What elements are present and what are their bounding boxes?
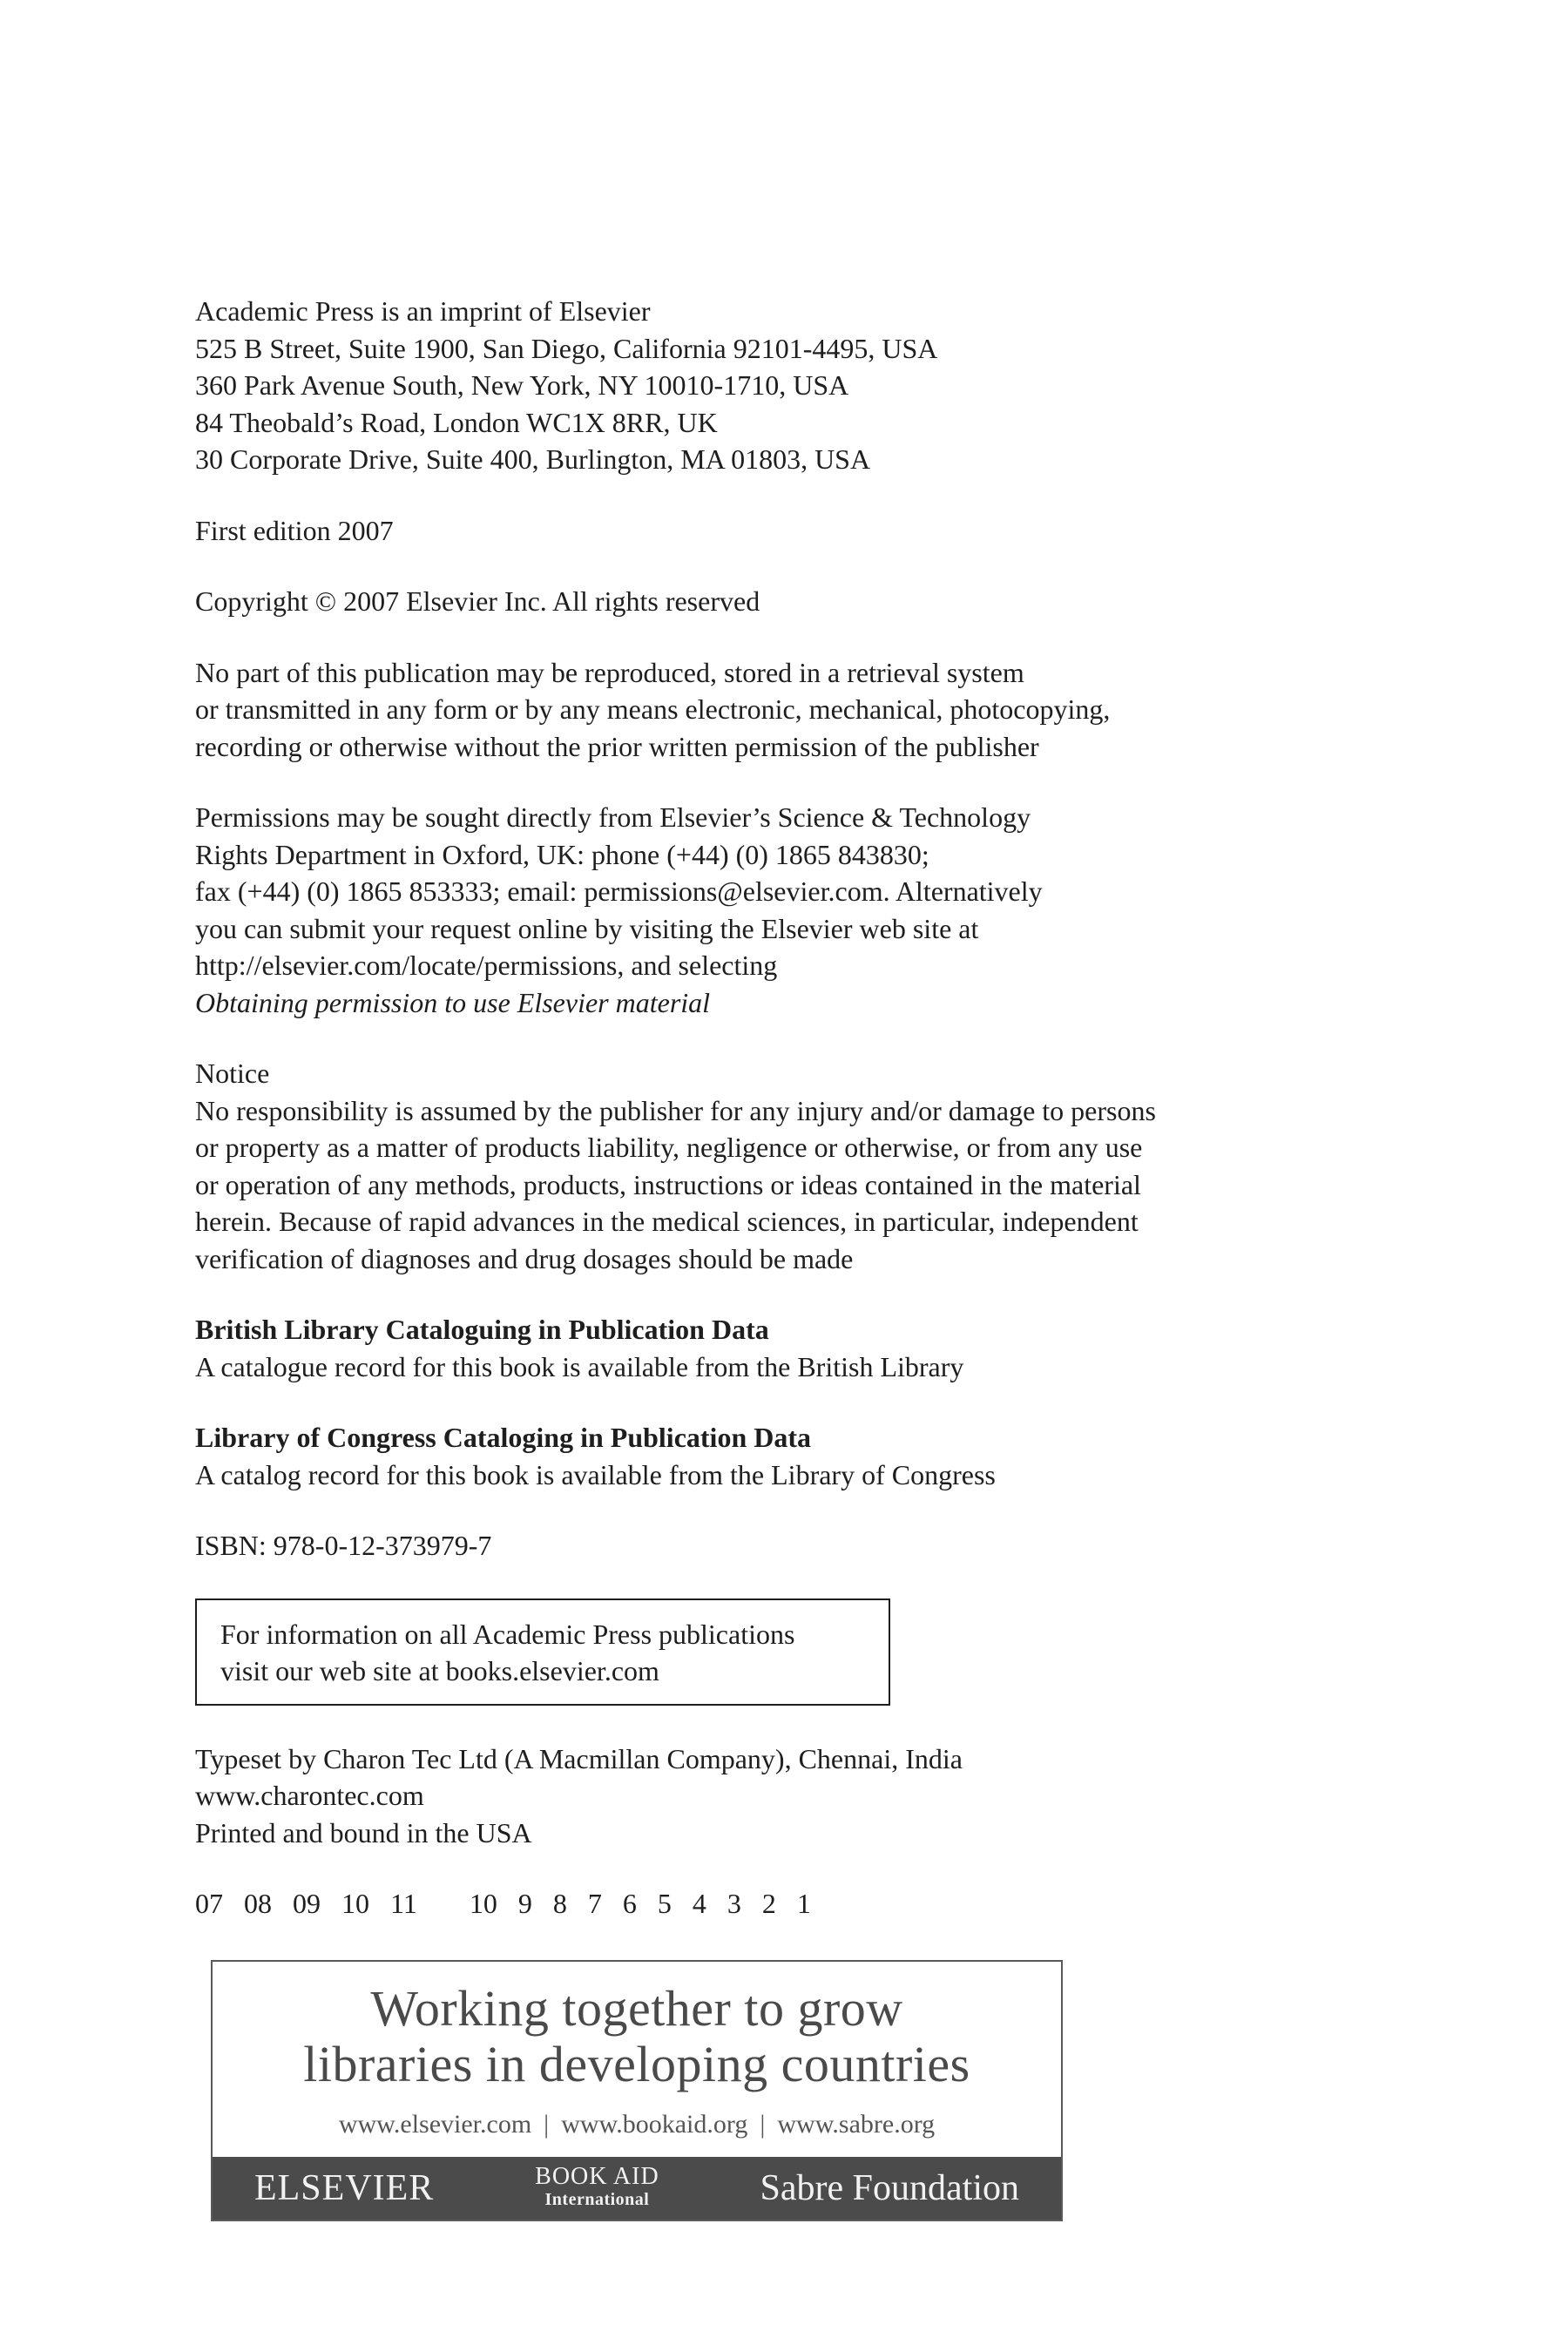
reproduction-line: No part of this publication may be reproduced, stored in a retrieval system <box>195 656 1024 688</box>
info-box-line: For information on all Academic Press publications <box>220 1618 795 1650</box>
elsevier-logo: ELSEVIER <box>254 2168 435 2208</box>
library-of-congress-heading: Library of Congress Cataloging in Publication Data <box>195 1422 811 1453</box>
banner-title <box>213 1981 1061 2092</box>
reproduction-line: recording or otherwise without the prior written permission of the publisher <box>195 730 1039 762</box>
link-separator: | <box>760 2110 766 2139</box>
copyright-text: Copyright © 2007 Elsevier Inc. All rights reserved <box>195 585 760 617</box>
permissions-line: fax (+44) (0) 1865 853333; email: permissions@elsevier.com. Alternatively <box>195 875 1043 907</box>
notice-line: or operation of any methods, products, instructions or ideas contained in the material <box>195 1168 1141 1200</box>
permissions-italic-line: Obtaining permission to use Elsevier material <box>195 986 711 1018</box>
isbn-text: ISBN: 978-0-12-373979-7 <box>195 1530 492 1561</box>
info-box-line: visit our web site at books.elsevier.com <box>220 1655 659 1686</box>
bookaid-link[interactable]: www.bookaid.org <box>561 2110 748 2139</box>
page-content <box>195 293 1362 1957</box>
typeset-line: Typeset by Charon Tec Ltd (A Macmillan Company), Chennai, India <box>195 1742 963 1774</box>
bookaid-logo-line2: International <box>544 2190 650 2209</box>
address-line: 30 Corporate Drive, Suite 400, Burlington, MA 01803, USA <box>195 443 871 475</box>
book-aid-banner <box>211 1960 1063 2221</box>
info-box <box>195 1598 890 1706</box>
reproduction-block <box>195 654 1362 766</box>
permissions-block <box>195 799 1362 1021</box>
reproduction-line: or transmitted in any form or by any means electronic, mechanical, photocopying, <box>195 693 1111 725</box>
notice-heading: Notice <box>195 1058 270 1089</box>
permissions-line: Permissions may be sought directly from Elsevier’s Science & Technology <box>195 801 1031 833</box>
print-numbers-block <box>195 1885 1362 1923</box>
library-of-congress-text: A catalog record for this book is available from the Library of Congress <box>195 1458 996 1490</box>
typeset-url-line: www.charontec.com <box>195 1780 424 1811</box>
library-of-congress-block <box>195 1419 1362 1493</box>
sabre-foundation-logo: Sabre Foundation <box>760 2168 1019 2208</box>
bookaid-logo-line1: BOOK AID <box>535 2163 659 2190</box>
printed-line: Printed and bound in the USA <box>195 1816 532 1848</box>
bookaid-logo <box>535 2163 659 2211</box>
address-line: 360 Park Avenue South, New York, NY 10010-1710, USA <box>195 369 849 401</box>
banner-title-line: Working together to grow <box>370 1980 903 2037</box>
sabre-link[interactable]: www.sabre.org <box>777 2110 936 2139</box>
british-library-block <box>195 1311 1362 1385</box>
notice-line: No responsibility is assumed by the publisher for any injury and/or damage to persons <box>195 1094 1156 1126</box>
address-line: 84 Theobald’s Road, London WC1X 8RR, UK <box>195 406 718 438</box>
typeset-block <box>195 1740 1362 1852</box>
address-line: 525 B Street, Suite 1900, San Diego, California 92101-4495, USA <box>195 332 938 364</box>
print-number-line: 07 08 09 10 11 10 9 8 7 6 5 4 3 2 1 <box>195 1888 811 1919</box>
isbn-block <box>195 1527 1362 1565</box>
permissions-line: you can submit your request online by visiting the Elsevier web site at <box>195 912 979 944</box>
notice-line: or property as a matter of products liability, negligence or otherwise, or from any use <box>195 1132 1143 1163</box>
banner-title-line: libraries in developing countries <box>303 2036 970 2092</box>
publisher-line: Academic Press is an imprint of Elsevier <box>195 295 651 327</box>
permissions-line: Rights Department in Oxford, UK: phone (+44) (0) 1865 843830; <box>195 838 929 870</box>
notice-line: verification of diagnoses and drug dosages should be made <box>195 1242 854 1274</box>
notice-block <box>195 1055 1362 1277</box>
edition-block <box>195 512 1362 550</box>
edition-text: First edition 2007 <box>195 514 394 546</box>
permissions-url-line: http://elsevier.com/locate/permissions, and selecting <box>195 950 778 981</box>
british-library-heading: British Library Cataloguing in Publication Data <box>195 1314 769 1345</box>
british-library-text: A catalogue record for this book is available from the British Library <box>195 1350 964 1382</box>
publisher-address-block <box>195 293 1362 478</box>
banner-links <box>213 2110 1061 2139</box>
copyright-block <box>195 583 1362 620</box>
notice-line: herein. Because of rapid advances in the medical sciences, in particular, independent <box>195 1206 1139 1237</box>
link-separator: | <box>544 2110 550 2139</box>
elsevier-link[interactable]: www.elsevier.com <box>338 2110 532 2139</box>
banner-logo-bar <box>213 2157 1061 2220</box>
